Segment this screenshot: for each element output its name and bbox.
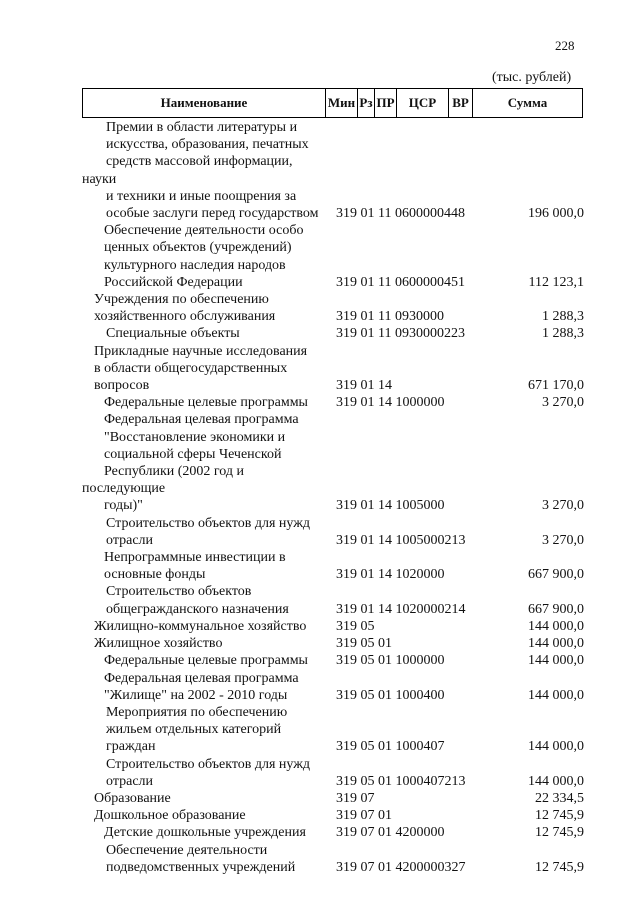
row-codes: 319 05 [336,618,375,634]
header-name: Наименование [83,89,326,118]
row-name-line: Федеральные целевые программы [104,395,308,411]
row-name-line: "Жилище" на 2002 - 2010 годы [104,687,288,703]
budget-rows [0,119,640,876]
table-row [0,343,640,395]
row-name [82,635,330,652]
row-name [82,394,330,411]
row-name-line: Строительство объектов для нужд [106,515,311,531]
row-codes: 319 05 01 1000407 [336,739,445,755]
table-row [0,325,640,342]
row-codes: 319 05 01 1000407213 [336,773,466,789]
row-name-line: хозяйственного обслуживания [94,309,276,325]
row-name-line: Премии в области литературы и [106,120,298,135]
row-codes: 319 07 01 [336,808,392,824]
row-name-line: основные фонды [104,567,206,583]
row-name [82,515,330,549]
row-name-line: особые заслуги перед государством [106,206,319,222]
row-name-line: Жилищное хозяйство [94,636,223,652]
row-name-line: искусства, образования, печатных [106,137,309,153]
row-name-line: ценных объектов (учреждений) [104,240,292,256]
row-name [82,652,330,669]
table-row [0,824,640,841]
row-codes: 319 07 [336,790,375,806]
table-row [0,635,640,652]
row-name-line: Строительство объектов для нужд [106,756,311,772]
row-sum: 22 334,5 [535,790,584,806]
row-codes: 319 05 01 [336,636,392,652]
row-codes: 319 07 01 4200000327 [336,859,466,875]
row-name-line: Специальные объекты [106,326,240,342]
row-name-line: в области общегосударственных [94,360,288,376]
header-sum: Сумма [473,89,583,118]
row-codes: 319 01 14 1005000 [336,498,445,514]
row-sum: 3 270,0 [542,532,584,548]
row-name-line: жильем отдельных категорий [106,722,282,738]
row-name-line: "Восстановление экономики и [104,429,286,445]
row-name-line: Российской Федерации [104,274,243,290]
row-codes: 319 01 11 0600000448 [336,206,465,222]
units-label: (тыс. рублей) [492,70,572,85]
row-codes: 319 05 01 1000400 [336,687,445,703]
table-row [0,652,640,669]
row-sum: 671 170,0 [528,378,584,394]
row-name-line: социальной сферы Чеченской [104,446,282,462]
row-name-line: Федеральная целевая программа [104,670,299,686]
row-sum: 144 000,0 [528,687,584,703]
row-sum: 112 123,1 [528,274,584,290]
row-name [82,583,330,617]
row-name [82,291,330,325]
row-sum: 3 270,0 [542,395,584,411]
table-row [0,549,640,583]
row-codes: 319 01 11 0600000451 [336,274,465,290]
row-codes: 319 01 14 [336,378,392,394]
row-sum: 1 288,3 [542,326,584,342]
row-name-line: Республики (2002 год и последующие [82,464,244,497]
table-row [0,704,640,756]
row-name-line: Детские дошкольные учреждения [104,825,306,841]
row-sum: 144 000,0 [528,653,584,669]
row-name [82,549,330,583]
row-name-line: отрасли [106,532,154,548]
row-name-line: Строительство объектов [106,584,252,600]
row-sum: 144 000,0 [528,636,584,652]
row-name-line: Федеральная целевая программа [104,412,299,428]
row-name-line: граждан [106,739,156,755]
row-codes: 319 01 11 0930000 [336,309,444,325]
row-sum: 12 745,9 [535,859,584,875]
row-name-line: культурного наследия народов [104,257,286,273]
table-row [0,670,640,704]
row-name-line: Дошкольное образование [94,808,246,824]
row-codes: 319 01 14 1020000214 [336,601,466,617]
row-sum: 667 900,0 [528,567,584,583]
row-name-line: вопросов [94,378,150,394]
row-sum: 144 000,0 [528,739,584,755]
row-codes: 319 01 14 1020000 [336,567,445,583]
row-name [82,824,330,841]
row-name [82,119,330,222]
row-name-line: Обеспечение деятельности особо [104,223,304,239]
table-row [0,790,640,807]
table-row [0,515,640,549]
row-name [82,670,330,704]
row-name-line: отрасли [106,773,154,789]
row-name [82,618,330,635]
row-name [82,842,330,876]
row-sum: 1 288,3 [542,309,584,325]
row-sum: 144 000,0 [528,773,584,789]
table-row [0,756,640,790]
table-row [0,618,640,635]
row-name-line: и техники и иные поощрения за [106,188,297,204]
row-name [82,756,330,790]
row-name-line: Жилищно-коммунальное хозяйство [94,618,307,634]
row-sum: 12 745,9 [535,808,584,824]
row-name-line: годы)" [104,498,143,514]
header-pr: ПР [375,89,397,118]
header-vr: ВР [449,89,473,118]
row-name-line: Мероприятия по обеспечению [106,704,288,720]
row-name [82,807,330,824]
table-header [82,88,583,118]
row-codes: 319 01 11 0930000223 [336,326,465,342]
table-row [0,842,640,876]
row-name [82,222,330,291]
row-name [82,411,330,514]
row-codes: 319 05 01 1000000 [336,653,445,669]
table-row [0,222,640,291]
table-row [0,291,640,325]
table-row [0,119,640,222]
page-number: 228 [555,38,575,53]
row-name-line: Учреждения по обеспечению [94,292,269,308]
row-name [82,343,330,395]
header-csr: ЦСР [397,89,449,118]
row-name-line: Федеральные целевые программы [104,653,308,669]
row-codes: 319 01 14 1000000 [336,395,445,411]
row-name-line: Образование [94,790,171,806]
row-name-line: средств массовой информации, науки [82,154,293,187]
row-name [82,704,330,756]
row-name-line: Обеспечение деятельности [106,842,268,858]
header-rz: Рз [358,89,375,118]
row-name-line: Непрограммные инвестиции в [104,550,286,566]
row-name-line: подведомственных учреждений [106,859,296,875]
row-name [82,790,330,807]
table-row [0,411,640,514]
row-sum: 667 900,0 [528,601,584,617]
row-sum: 3 270,0 [542,498,584,514]
row-sum: 12 745,9 [535,825,584,841]
table-row [0,394,640,411]
row-name [82,325,330,342]
table-row [0,583,640,617]
row-codes: 319 01 14 1005000213 [336,532,466,548]
row-name-line: общегражданского назначения [106,601,289,617]
row-codes: 319 07 01 4200000 [336,825,445,841]
table-row [0,807,640,824]
header-min: Мин [326,89,358,118]
row-sum: 196 000,0 [528,206,584,222]
row-name-line: Прикладные научные исследования [94,343,308,359]
row-sum: 144 000,0 [528,618,584,634]
